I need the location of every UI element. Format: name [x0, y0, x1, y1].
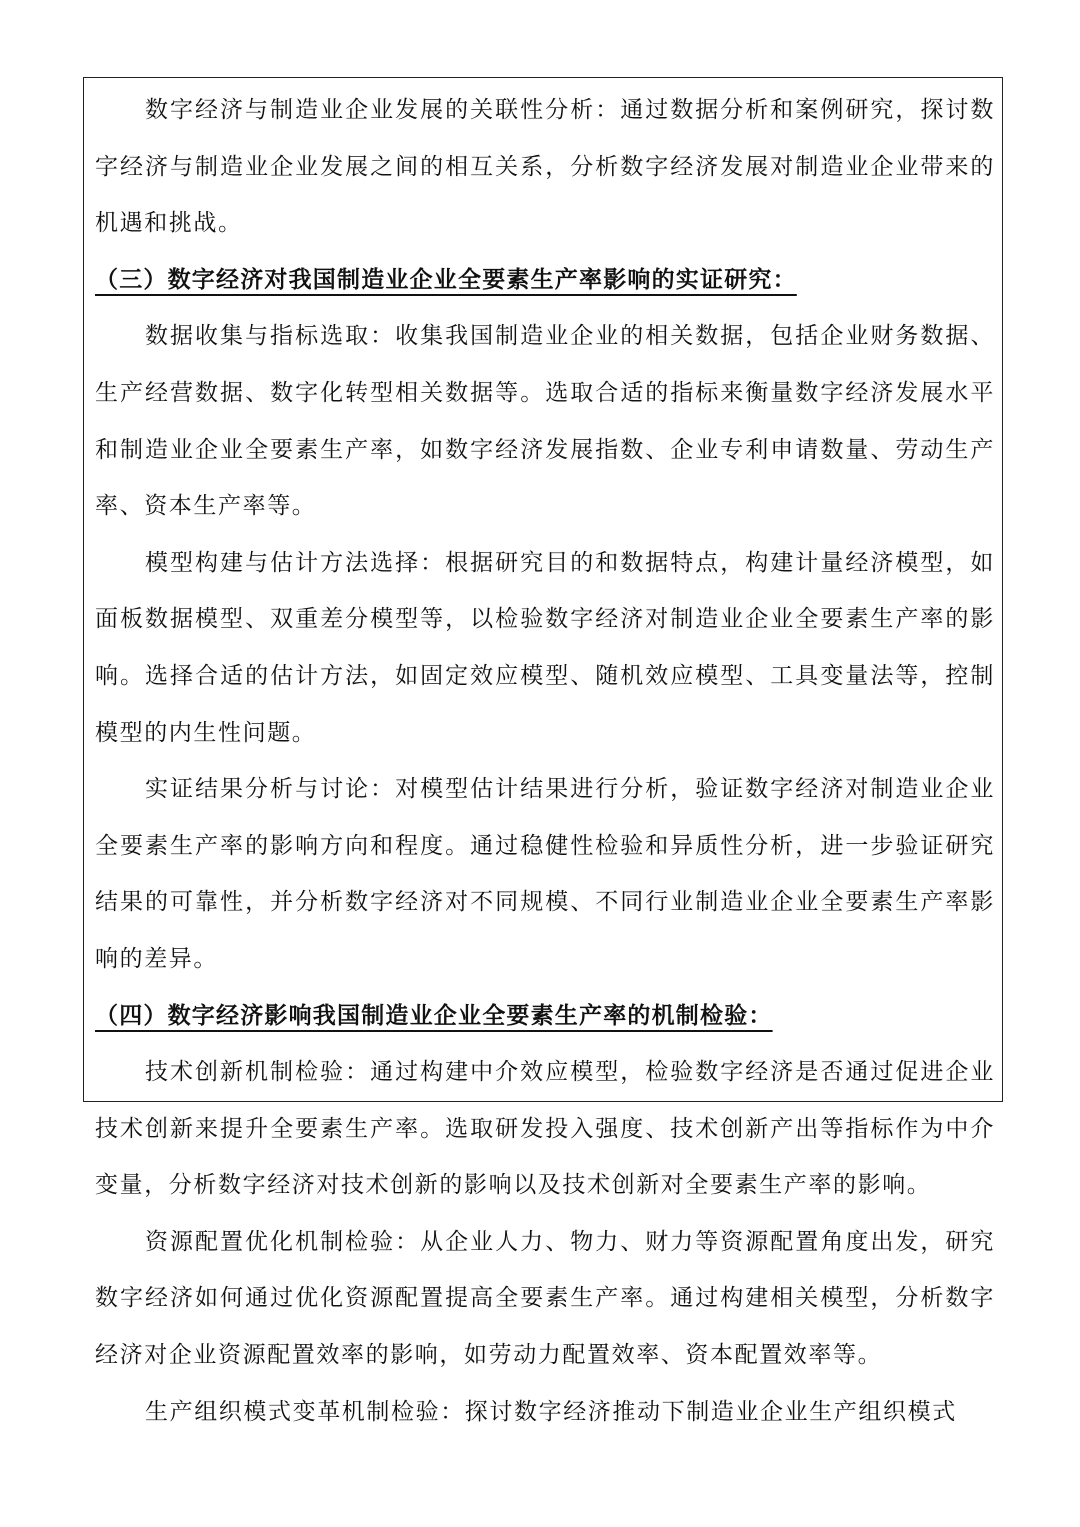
paragraph-production-organization: 生产组织模式变革机制检验：探讨数字经济推动下制造业企业生产组织模式 — [145, 1398, 957, 1425]
section-heading-4 — [95, 988, 995, 1045]
paragraph-empirical-results: 实证结果分析与讨论：对模型估计结果进行分析，验证数字经济对制造业企业全要素生产率的影响方向和程度。通过稳健性检验和异质性分析，进一步验证研究结果的可靠性，并分析数字经济对不同规模、不同行业制造业企业全要素生产率影响的差异。 — [95, 776, 995, 972]
paragraph-model-construction: 模型构建与估计方法选择：根据研究目的和数据特点，构建计量经济模型，如面板数据模型、双重差分模型等，以检验数字经济对制造业企业全要素生产率的影响。选择合适的估计方法，如固定效应模型、随机效应模型、工具变量法等，控制模型的内生性问题。 — [95, 549, 995, 746]
document-body — [95, 82, 995, 1440]
paragraph-correlation-analysis: 数字经济与制造业企业发展的关联性分析：通过数据分析和案例研究，探讨数字经济与制造业企业发展之间的相互关系，分析数字经济发展对制造业企业带来的机遇和挑战。 — [95, 97, 995, 237]
section-heading-3-text: （三）数字经济对我国制造业企业全要素生产率影响的实证研究： — [95, 265, 797, 293]
paragraph-data-collection: 数据收集与指标选取：收集我国制造业企业的相关数据，包括企业财务数据、生产经营数据、数字化转型相关数据等。选取合适的指标来衡量数字经济发展水平和制造业企业全要素生产率，如数字经济发展指数、企业专利申请数量、劳动生产率、资本生产率等。 — [95, 323, 995, 520]
section-heading-4-text: （四）数字经济影响我国制造业企业全要素生产率的机制检验： — [95, 1001, 773, 1029]
paragraph-resource-allocation: 资源配置优化机制检验：从企业人力、物力、财力等资源配置角度出发，研究数字经济如何通过优化资源配置提高全要素生产率。通过构建相关模型，分析数字经济对企业资源配置效率的影响，如劳动力配置效率、资本配置效率等。 — [95, 1228, 995, 1369]
section-heading-3 — [95, 252, 995, 309]
paragraph-tech-innovation: 技术创新机制检验：通过构建中介效应模型，检验数字经济是否通过促进企业技术创新来提升全要素生产率。选取研发投入强度、技术创新产出等指标作为中介变量，分析数字经济对技术创新的影响以及技术创新对全要素生产率的影响。 — [95, 1059, 995, 1199]
